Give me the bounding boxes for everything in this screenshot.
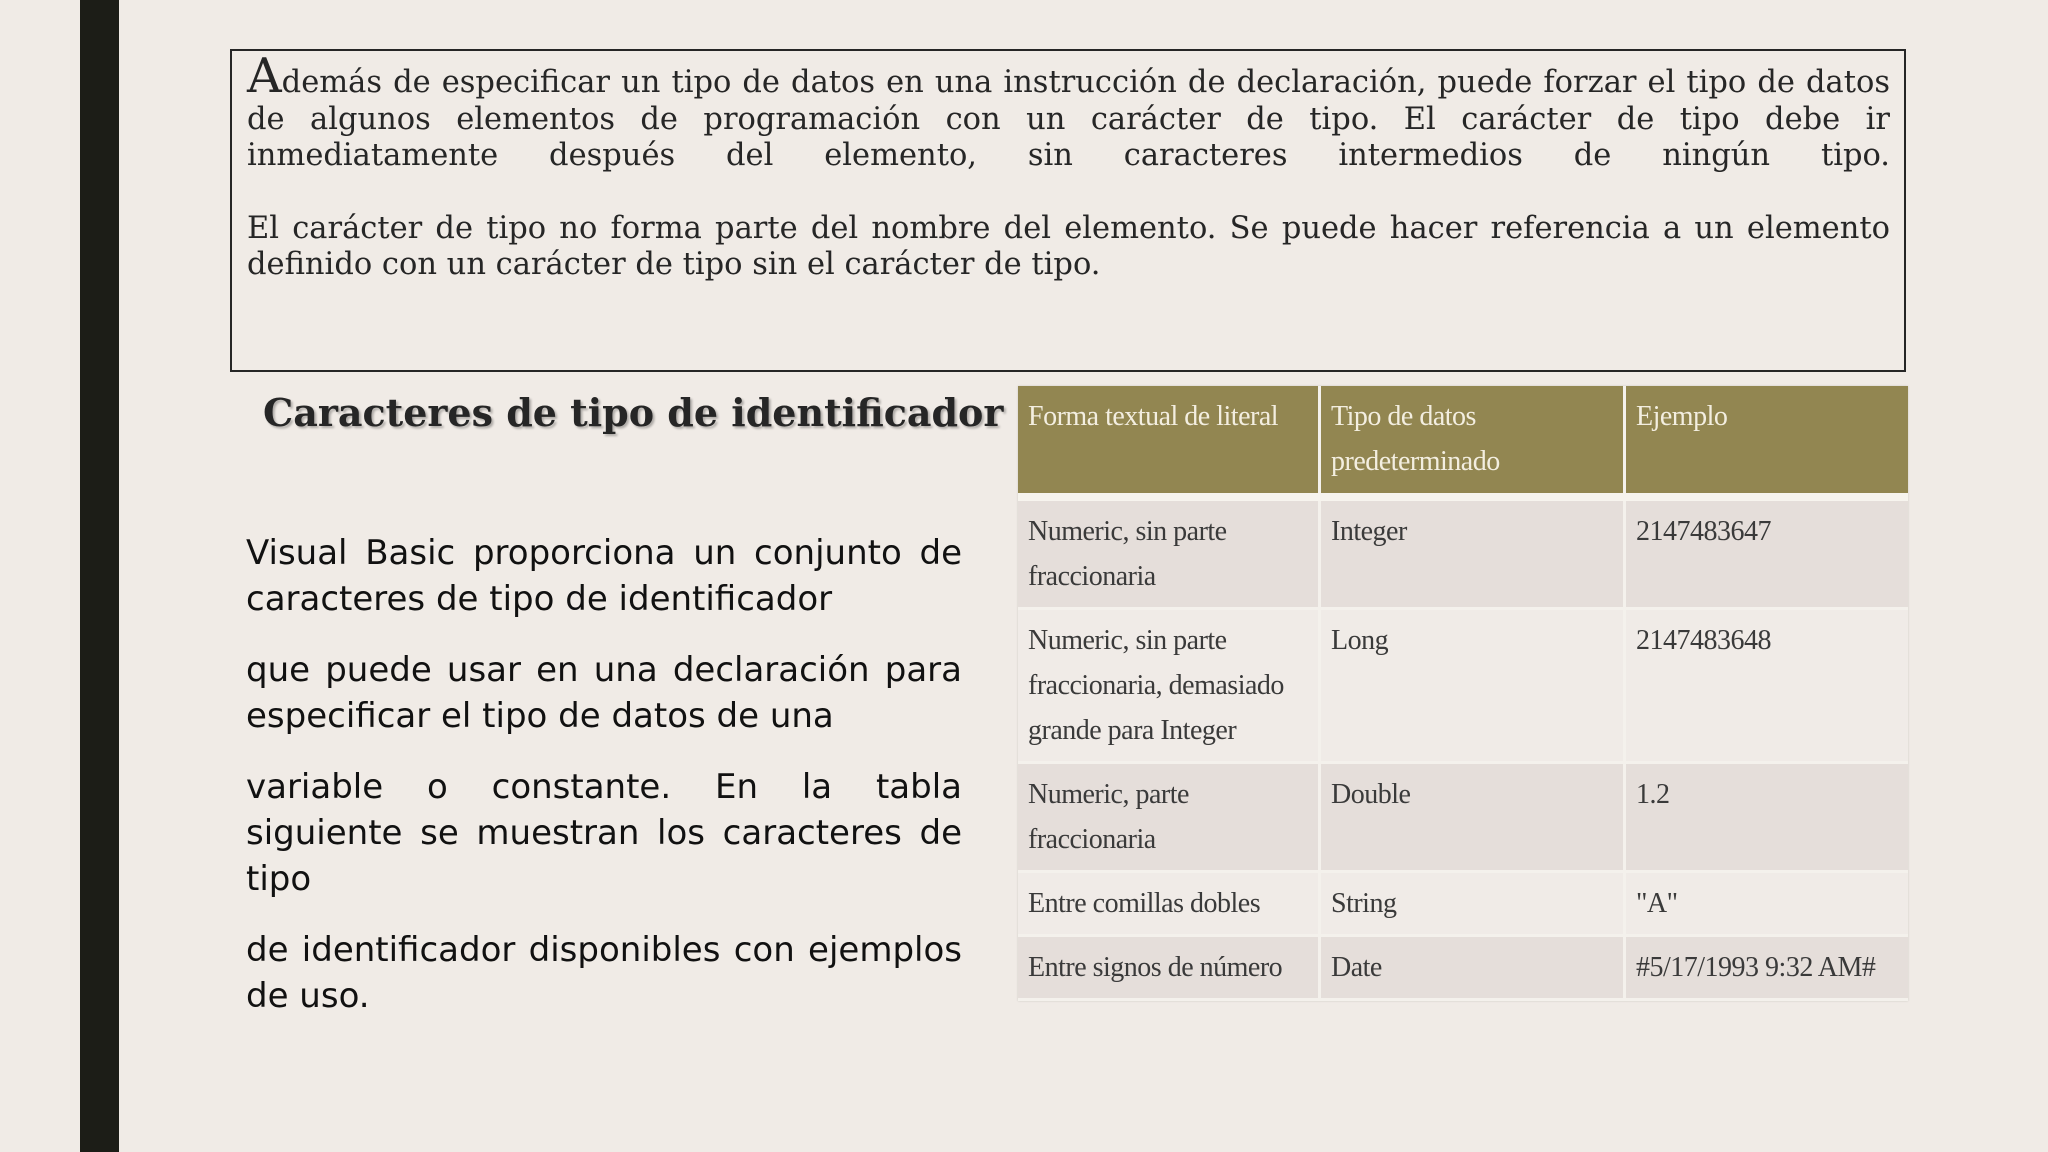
cell-literal-form: Numeric, sin parte fraccionaria <box>1018 497 1320 609</box>
cell-default-type: Long <box>1320 609 1625 763</box>
body-paragraph: variable o constante. En la tabla siguiente se muestran los caracteres de tipo <box>246 767 962 899</box>
cell-literal-form: Numeric, sin parte fraccionaria, demasiado grande para Integer <box>1018 609 1320 763</box>
header-example: Ejemplo <box>1625 386 1909 497</box>
table-row <box>1018 936 1908 1000</box>
table-header-row <box>1018 386 1908 497</box>
table-row <box>1018 872 1908 936</box>
cell-example: "A" <box>1636 888 1678 919</box>
section-title: Caracteres de tipo de identificador <box>263 390 1004 435</box>
cell-example: 2147483648 <box>1636 625 1771 656</box>
cell-example: #5/17/1993 9:32 AM# <box>1636 952 1876 983</box>
header-default-type: Tipo de datos predeterminado <box>1320 386 1625 497</box>
intro-paragraph-1-text: demás de especificar un tipo de datos en una instrucción de declaración, puede forzar el tipo de datos de algunos elementos de programación con un carácter de tipo. El carácter de tipo debe ir inmediatamente después del elemento, sin caracteres intermedios de ningún tipo. <box>247 65 1890 173</box>
table-row <box>1018 763 1908 872</box>
body-paragraph: Visual Basic proporciona un conjunto de caracteres de tipo de identificador <box>246 533 962 619</box>
cell-literal-form: Entre signos de número <box>1018 936 1320 1000</box>
intro-paragraph-1 <box>247 48 1890 175</box>
body-paragraph: que puede usar en una declaración para especificar el tipo de datos de una <box>246 650 962 736</box>
table-row <box>1018 609 1908 763</box>
cell-literal-form: Entre comillas dobles <box>1018 872 1320 936</box>
cell-literal-form: Numeric, parte fraccionaria <box>1018 763 1320 872</box>
cell-default-type: Date <box>1320 936 1625 1000</box>
type-characters-table <box>1018 386 1908 1001</box>
intro-paragraph-2: El carácter de tipo no forma parte del nombre del elemento. Se puede hacer referencia a un elemento definido con un carácter de tipo sin el carácter de tipo. <box>247 210 1890 282</box>
body-text <box>246 530 962 1044</box>
body-paragraph: de identificador disponibles con ejemplos de uso. <box>246 930 962 1016</box>
cell-default-type: Double <box>1320 763 1625 872</box>
slide-side-bar <box>80 0 119 1152</box>
literal-forms-table <box>1018 386 1908 1001</box>
cell-default-type: String <box>1320 872 1625 936</box>
cell-default-type: Integer <box>1320 497 1625 609</box>
intro-text-box <box>230 49 1906 372</box>
cell-example: 1.2 <box>1636 779 1670 810</box>
cell-example: 2147483647 <box>1636 516 1771 547</box>
table-row <box>1018 497 1908 609</box>
intro-dropcap: A <box>247 48 282 104</box>
header-literal-form: Forma textual de literal <box>1018 386 1320 497</box>
